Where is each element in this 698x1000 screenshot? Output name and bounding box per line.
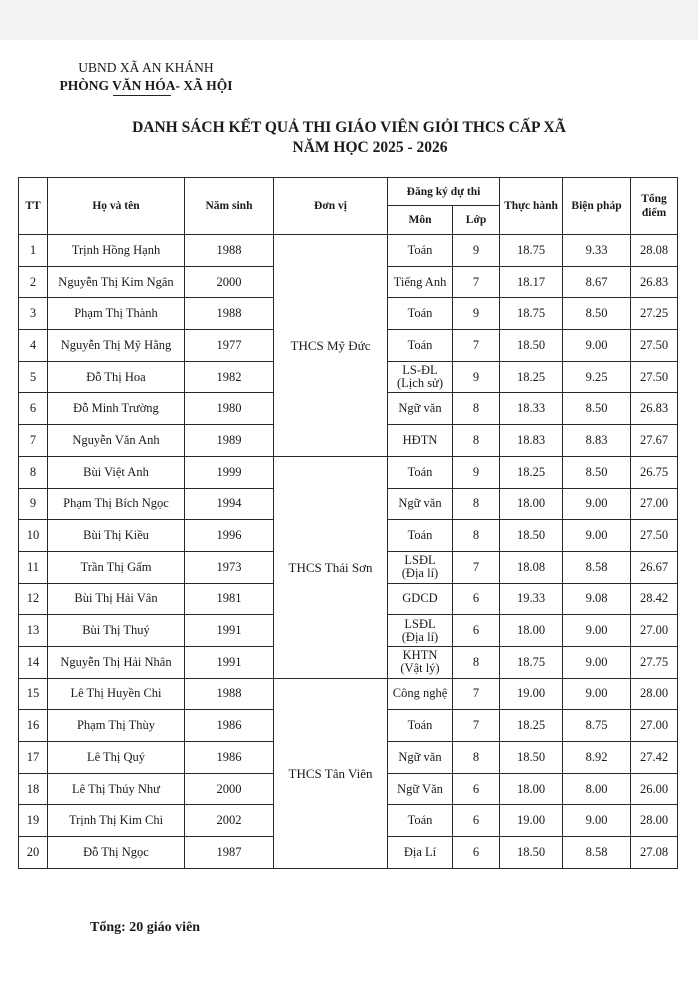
subject-name: Ngữ văn <box>398 496 442 511</box>
cell-practice: 18.25 <box>500 710 563 742</box>
cell-name: Đỗ Minh Trường <box>48 393 185 425</box>
cell-grade: 8 <box>453 425 500 457</box>
cell-subject <box>388 583 453 615</box>
cell-grade: 9 <box>453 298 500 330</box>
cell-unit: THCS Thái Sơn <box>274 456 388 678</box>
cell-method: 9.00 <box>563 805 631 837</box>
department-name: PHÒNG VĂN HÓA- XÃ HỘI <box>59 78 233 93</box>
cell-grade: 6 <box>453 837 500 869</box>
cell-tt: 3 <box>19 298 48 330</box>
cell-unit: THCS Tân Viên <box>274 678 388 868</box>
cell-method: 8.50 <box>563 298 631 330</box>
cell-total: 26.67 <box>631 551 678 583</box>
cell-name: Nguyễn Văn Anh <box>48 425 185 457</box>
cell-subject <box>388 837 453 869</box>
cell-method: 9.00 <box>563 646 631 678</box>
subject-name: GDCD <box>402 591 438 606</box>
cell-name: Lê Thị Huyền Chi <box>48 678 185 710</box>
cell-tt: 18 <box>19 773 48 805</box>
subject-name: Công nghệ <box>392 686 448 701</box>
col-header-registration: Đăng ký dự thi <box>388 178 500 206</box>
cell-method: 8.92 <box>563 742 631 774</box>
cell-method: 8.58 <box>563 837 631 869</box>
cell-total: 28.00 <box>631 805 678 837</box>
cell-total: 28.00 <box>631 678 678 710</box>
cell-grade: 8 <box>453 488 500 520</box>
cell-grade: 6 <box>453 583 500 615</box>
cell-birth-year: 1987 <box>185 837 274 869</box>
cell-subject <box>388 551 453 583</box>
cell-subject <box>388 298 453 330</box>
cell-name: Nguyễn Thị Kim Ngân <box>48 266 185 298</box>
cell-name: Bùi Việt Anh <box>48 456 185 488</box>
cell-tt: 12 <box>19 583 48 615</box>
cell-total: 26.83 <box>631 393 678 425</box>
cell-birth-year: 1988 <box>185 235 274 267</box>
col-header-total: Tổng điểm <box>631 178 678 235</box>
cell-grade: 7 <box>453 551 500 583</box>
cell-grade: 7 <box>453 710 500 742</box>
cell-method: 8.75 <box>563 710 631 742</box>
subject-name: Địa Lí <box>403 844 437 859</box>
col-header-grade: Lớp <box>453 206 500 235</box>
cell-grade: 7 <box>453 678 500 710</box>
cell-subject <box>388 773 453 805</box>
subject-name: LS-ĐL <box>402 363 438 378</box>
cell-total: 27.42 <box>631 742 678 774</box>
subject-name: Ngữ văn <box>398 401 442 416</box>
cell-tt: 11 <box>19 551 48 583</box>
cell-total: 28.08 <box>631 235 678 267</box>
cell-tt: 14 <box>19 646 48 678</box>
cell-practice: 18.25 <box>500 361 563 393</box>
cell-grade: 7 <box>453 330 500 362</box>
cell-name: Bùi Thị Hải Vân <box>48 583 185 615</box>
cell-method: 9.00 <box>563 615 631 647</box>
cell-birth-year: 1977 <box>185 330 274 362</box>
cell-subject <box>388 646 453 678</box>
cell-name: Trần Thị Gấm <box>48 551 185 583</box>
cell-subject <box>388 235 453 267</box>
cell-birth-year: 1994 <box>185 488 274 520</box>
cell-method: 8.00 <box>563 773 631 805</box>
cell-grade: 6 <box>453 615 500 647</box>
cell-name: Lê Thị Quý <box>48 742 185 774</box>
cell-method: 9.00 <box>563 678 631 710</box>
cell-birth-year: 1996 <box>185 520 274 552</box>
cell-tt: 6 <box>19 393 48 425</box>
cell-practice: 18.83 <box>500 425 563 457</box>
cell-method: 8.50 <box>563 393 631 425</box>
cell-grade: 8 <box>453 393 500 425</box>
cell-name: Lê Thị Thúy Như <box>48 773 185 805</box>
subject-name: Toán <box>407 528 433 543</box>
cell-grade: 6 <box>453 773 500 805</box>
cell-practice: 18.25 <box>500 456 563 488</box>
cell-subject <box>388 805 453 837</box>
cell-birth-year: 1973 <box>185 551 274 583</box>
cell-method: 9.33 <box>563 235 631 267</box>
cell-birth-year: 1999 <box>185 456 274 488</box>
col-header-name: Họ và tên <box>48 178 185 235</box>
cell-subject <box>388 330 453 362</box>
cell-grade: 8 <box>453 520 500 552</box>
cell-practice: 18.75 <box>500 298 563 330</box>
cell-subject <box>388 361 453 393</box>
cell-subject <box>388 615 453 647</box>
cell-subject <box>388 266 453 298</box>
cell-total: 27.08 <box>631 837 678 869</box>
cell-name: Trịnh Thị Kim Chi <box>48 805 185 837</box>
document-subtitle: NĂM HỌC 2025 - 2026 <box>292 139 448 156</box>
cell-birth-year: 1991 <box>185 615 274 647</box>
subject-name: Toán <box>407 337 433 352</box>
cell-practice: 19.33 <box>500 583 563 615</box>
col-header-subject: Môn <box>388 206 453 235</box>
cell-grade: 9 <box>453 235 500 267</box>
cell-grade: 7 <box>453 266 500 298</box>
cell-birth-year: 2000 <box>185 773 274 805</box>
subject-note: (Địa lí) <box>401 566 439 581</box>
cell-tt: 8 <box>19 456 48 488</box>
subject-name: Toán <box>407 813 433 828</box>
cell-method: 8.67 <box>563 266 631 298</box>
cell-practice: 18.50 <box>500 330 563 362</box>
cell-practice: 18.00 <box>500 773 563 805</box>
cell-practice: 18.50 <box>500 742 563 774</box>
cell-total: 27.67 <box>631 425 678 457</box>
cell-total: 26.75 <box>631 456 678 488</box>
cell-tt: 19 <box>19 805 48 837</box>
cell-total: 27.75 <box>631 646 678 678</box>
cell-birth-year: 1988 <box>185 678 274 710</box>
cell-total: 27.00 <box>631 488 678 520</box>
cell-name: Nguyễn Thị Hải Nhân <box>48 646 185 678</box>
cell-name: Bùi Thị Kiều <box>48 520 185 552</box>
cell-birth-year: 1981 <box>185 583 274 615</box>
subject-name: Tiếng Anh <box>393 274 447 289</box>
cell-name: Phạm Thị Thùy <box>48 710 185 742</box>
subject-name: Toán <box>407 306 433 321</box>
cell-birth-year: 1982 <box>185 361 274 393</box>
cell-practice: 18.00 <box>500 488 563 520</box>
subject-note: (Vật lý) <box>400 661 440 676</box>
cell-tt: 16 <box>19 710 48 742</box>
cell-total: 27.25 <box>631 298 678 330</box>
cell-practice: 18.17 <box>500 266 563 298</box>
cell-grade: 6 <box>453 805 500 837</box>
cell-tt: 17 <box>19 742 48 774</box>
cell-practice: 18.08 <box>500 551 563 583</box>
cell-birth-year: 1986 <box>185 742 274 774</box>
cell-practice: 18.50 <box>500 837 563 869</box>
table-row <box>19 678 678 710</box>
top-bar <box>0 0 698 40</box>
cell-birth-year: 1989 <box>185 425 274 457</box>
cell-subject <box>388 456 453 488</box>
subject-name: LSĐL <box>404 553 436 568</box>
cell-practice: 18.00 <box>500 615 563 647</box>
cell-method: 9.08 <box>563 583 631 615</box>
results-table-body <box>19 235 678 869</box>
cell-method: 9.00 <box>563 488 631 520</box>
cell-name: Đỗ Thị Ngọc <box>48 837 185 869</box>
cell-practice: 18.75 <box>500 646 563 678</box>
cell-tt: 5 <box>19 361 48 393</box>
cell-tt: 9 <box>19 488 48 520</box>
cell-practice: 18.75 <box>500 235 563 267</box>
col-header-method: Biện pháp <box>563 178 631 235</box>
cell-birth-year: 2000 <box>185 266 274 298</box>
subject-name: Toán <box>407 242 433 257</box>
cell-total: 27.50 <box>631 520 678 552</box>
subject-name: Toán <box>407 464 433 479</box>
total-count: Tổng: 20 giáo viên <box>90 920 201 935</box>
cell-practice: 18.50 <box>500 520 563 552</box>
results-table <box>18 177 678 869</box>
cell-grade: 9 <box>453 361 500 393</box>
cell-total: 28.42 <box>631 583 678 615</box>
document-title: DANH SÁCH KẾT QUẢ THI GIÁO VIÊN GIỎI THCS CẤP XÃ <box>132 119 566 136</box>
cell-birth-year: 1986 <box>185 710 274 742</box>
cell-subject <box>388 520 453 552</box>
cell-grade: 9 <box>453 456 500 488</box>
subject-name: Toán <box>407 718 433 733</box>
cell-tt: 10 <box>19 520 48 552</box>
cell-unit: THCS Mỹ Đức <box>274 235 388 457</box>
cell-tt: 4 <box>19 330 48 362</box>
cell-name: Phạm Thị Thành <box>48 298 185 330</box>
cell-total: 27.00 <box>631 710 678 742</box>
cell-practice: 18.33 <box>500 393 563 425</box>
cell-total: 26.00 <box>631 773 678 805</box>
subject-note: (Lịch sử) <box>397 376 443 391</box>
cell-name: Trịnh Hồng Hạnh <box>48 235 185 267</box>
subject-name: HĐTN <box>402 432 438 447</box>
cell-practice: 19.00 <box>500 805 563 837</box>
header-underline <box>113 95 171 96</box>
cell-method: 9.00 <box>563 330 631 362</box>
subject-name: KHTN <box>402 648 438 663</box>
cell-birth-year: 2002 <box>185 805 274 837</box>
cell-subject <box>388 488 453 520</box>
subject-name: Ngữ văn <box>398 749 442 764</box>
cell-total: 27.00 <box>631 615 678 647</box>
cell-grade: 8 <box>453 646 500 678</box>
cell-subject <box>388 742 453 774</box>
col-header-tt: TT <box>19 178 48 235</box>
col-header-unit: Đơn vị <box>274 178 388 235</box>
cell-tt: 15 <box>19 678 48 710</box>
cell-subject <box>388 425 453 457</box>
cell-practice: 19.00 <box>500 678 563 710</box>
subject-name: Ngữ Văn <box>397 781 443 796</box>
cell-total: 27.50 <box>631 361 678 393</box>
table-row <box>19 456 678 488</box>
agency-header <box>56 59 236 95</box>
col-header-birth-year: Năm sinh <box>185 178 274 235</box>
cell-tt: 2 <box>19 266 48 298</box>
cell-tt: 13 <box>19 615 48 647</box>
table-row <box>19 235 678 267</box>
cell-total: 26.83 <box>631 266 678 298</box>
cell-method: 8.83 <box>563 425 631 457</box>
cell-birth-year: 1980 <box>185 393 274 425</box>
col-header-practice: Thực hành <box>500 178 563 235</box>
cell-subject <box>388 678 453 710</box>
subject-note: (Địa lí) <box>401 629 439 644</box>
cell-name: Đỗ Thị Hoa <box>48 361 185 393</box>
subject-name: LSĐL <box>404 616 436 631</box>
cell-birth-year: 1991 <box>185 646 274 678</box>
cell-subject <box>388 710 453 742</box>
cell-method: 8.58 <box>563 551 631 583</box>
cell-total: 27.50 <box>631 330 678 362</box>
cell-grade: 8 <box>453 742 500 774</box>
cell-tt: 20 <box>19 837 48 869</box>
cell-name: Phạm Thị Bích Ngọc <box>48 488 185 520</box>
cell-tt: 7 <box>19 425 48 457</box>
cell-method: 9.00 <box>563 520 631 552</box>
cell-method: 9.25 <box>563 361 631 393</box>
cell-subject <box>388 393 453 425</box>
cell-birth-year: 1988 <box>185 298 274 330</box>
cell-name: Bùi Thị Thuý <box>48 615 185 647</box>
cell-method: 8.50 <box>563 456 631 488</box>
agency-name: UBND XÃ AN KHÁNH <box>78 60 214 75</box>
cell-tt: 1 <box>19 235 48 267</box>
cell-name: Nguyễn Thị Mỹ Hằng <box>48 330 185 362</box>
